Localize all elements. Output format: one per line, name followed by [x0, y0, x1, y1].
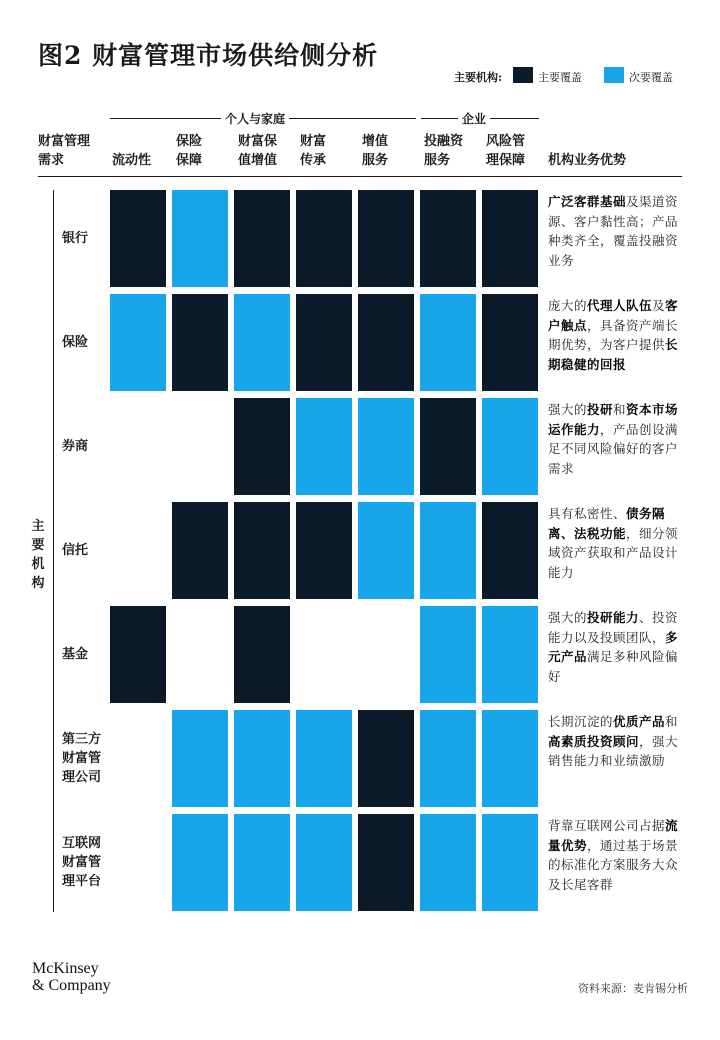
header-rule [38, 176, 682, 177]
column-header: 投融资 服务 [424, 134, 464, 168]
coverage-cell-primary [296, 190, 352, 287]
coverage-cell-primary [420, 190, 476, 287]
coverage-cell-secondary [172, 190, 228, 287]
advantage-segment: 、投资能力以及投顾团队， [548, 610, 679, 645]
coverage-cell-secondary [110, 294, 166, 391]
column-header: 财富 传承 [300, 134, 327, 168]
advantage-highlight: 长期稳健的回报 [548, 337, 679, 372]
coverage-cell-primary [110, 606, 166, 703]
side-bracket-line [53, 190, 54, 912]
coverage-cell-secondary [482, 398, 538, 495]
advantage-text [548, 504, 688, 582]
coverage-cell-secondary [482, 710, 538, 807]
coverage-cell-primary [234, 190, 290, 287]
coverage-cell-secondary [172, 710, 228, 807]
row-label: 互联网 财富管 理平台 [62, 836, 102, 889]
advantage-segment: 及渠道资源、客户黏性高；产品种类齐全，覆盖投融资业务 [548, 194, 679, 268]
advantage-highlight: 优质产品 [613, 714, 666, 729]
group-label-personal: 个人与家庭 [221, 110, 289, 127]
advantage-segment: 强大的 [548, 610, 588, 625]
coverage-cell-secondary [420, 814, 476, 911]
advantage-text [548, 712, 688, 771]
advantage-segment: ，通过基于场景的标准化方案服务大众及长尾客群 [548, 837, 679, 892]
corner-header: 财富管理 需求 [38, 134, 91, 168]
mckinsey-logo: McKinsey & Company [32, 960, 111, 994]
advantage-text [548, 400, 688, 478]
advantage-highlight: 客户触点 [548, 298, 679, 333]
coverage-cell-secondary [296, 710, 352, 807]
legend-item-secondary: 次要覆盖 [629, 71, 673, 84]
coverage-cell-primary [482, 502, 538, 599]
row-label: 第三方 财富管 理公司 [62, 732, 102, 785]
coverage-cell-primary [110, 190, 166, 287]
coverage-cell-secondary [420, 502, 476, 599]
coverage-cell-secondary [358, 398, 414, 495]
column-header: 增值 服务 [362, 134, 389, 168]
advantage-highlight: 投研 [587, 402, 614, 417]
advantage-text [548, 608, 688, 686]
coverage-cell-secondary [234, 710, 290, 807]
advantage-segment: 和 [665, 714, 679, 729]
advantage-segment: 强大的 [548, 402, 588, 417]
coverage-cell-primary [234, 606, 290, 703]
row-label: 保险 [62, 335, 89, 350]
coverage-cell-secondary [296, 398, 352, 495]
coverage-cell-primary [358, 294, 414, 391]
advantage-highlight: 高素质投资顾问 [548, 733, 640, 749]
advantage-segment: 和 [613, 402, 627, 417]
column-header: 风险管 理保障 [486, 134, 526, 168]
chart-title: 图2 财富管理市场供给侧分析 [38, 41, 379, 70]
row-label: 基金 [62, 647, 89, 662]
legend-swatch-primary [513, 67, 533, 83]
coverage-cell-primary [234, 398, 290, 495]
coverage-cell-primary [420, 398, 476, 495]
coverage-cell-secondary [234, 294, 290, 391]
coverage-cell-secondary [420, 606, 476, 703]
row-label: 券商 [62, 439, 89, 454]
advantage-segment: ，具备资产端长期优势，为客户提供 [548, 317, 679, 352]
advantage-text [548, 296, 688, 374]
coverage-cell-primary [482, 190, 538, 287]
source-note: 资料来源：麦肯锡分析 [578, 982, 688, 995]
advantage-highlight: 多元产品 [548, 629, 679, 664]
advantage-text [548, 192, 688, 270]
advantage-segment: 长期沉淀的 [548, 714, 614, 729]
advantage-segment: 具有私密性、 [548, 506, 627, 521]
column-header: 保险 保障 [176, 134, 203, 168]
coverage-cell-primary [172, 294, 228, 391]
advantage-highlight: 债务隔离、法税功能 [548, 506, 666, 541]
coverage-cell-secondary [296, 814, 352, 911]
advantage-segment: ，强大销售能力和业绩激励 [548, 733, 679, 768]
coverage-cell-secondary [482, 814, 538, 911]
advantage-segment: ，细分领域资产获取和产品设计能力 [548, 525, 679, 580]
coverage-cell-secondary [420, 294, 476, 391]
advantage-highlight: 代理人队伍 [587, 298, 653, 313]
row-label: 信托 [62, 543, 89, 558]
advantage-highlight: 广泛客群基础 [548, 194, 627, 209]
coverage-cell-primary [358, 710, 414, 807]
desc-header: 机构业务优势 [548, 153, 627, 168]
advantage-segment: 及 [652, 298, 666, 313]
coverage-cell-primary [234, 502, 290, 599]
advantage-segment: 满足多种风险偏好 [548, 649, 679, 684]
row-label: 银行 [62, 231, 89, 246]
coverage-cell-secondary [234, 814, 290, 911]
coverage-cell-primary [172, 502, 228, 599]
coverage-cell-secondary [172, 814, 228, 911]
column-header: 流动性 [112, 153, 152, 168]
advantage-text [548, 816, 688, 894]
coverage-cell-secondary [482, 606, 538, 703]
advantage-segment: ，产品创设满足不同风险偏好的客户需求 [548, 421, 679, 476]
coverage-cell-secondary [420, 710, 476, 807]
coverage-cell-secondary [358, 502, 414, 599]
coverage-cell-primary [296, 294, 352, 391]
legend-swatch-secondary [604, 67, 624, 83]
coverage-cell-primary [482, 294, 538, 391]
advantage-highlight: 流量优势 [548, 818, 679, 853]
side-label: 主 要 机 构 [31, 519, 45, 591]
advantage-segment: 背靠互联网公司占据 [548, 818, 666, 833]
advantage-segment: 庞大的 [548, 298, 588, 313]
group-label-enterprise: 企业 [458, 110, 490, 127]
coverage-cell-primary [358, 190, 414, 287]
legend-label: 主要机构: [454, 71, 503, 84]
coverage-cell-primary [296, 502, 352, 599]
column-header: 财富保 值增值 [238, 134, 278, 168]
legend-item-primary: 主要覆盖 [538, 71, 582, 84]
advantage-highlight: 投研能力 [587, 610, 640, 625]
coverage-cell-primary [358, 814, 414, 911]
advantage-highlight: 资本市场运作能力 [548, 402, 679, 437]
